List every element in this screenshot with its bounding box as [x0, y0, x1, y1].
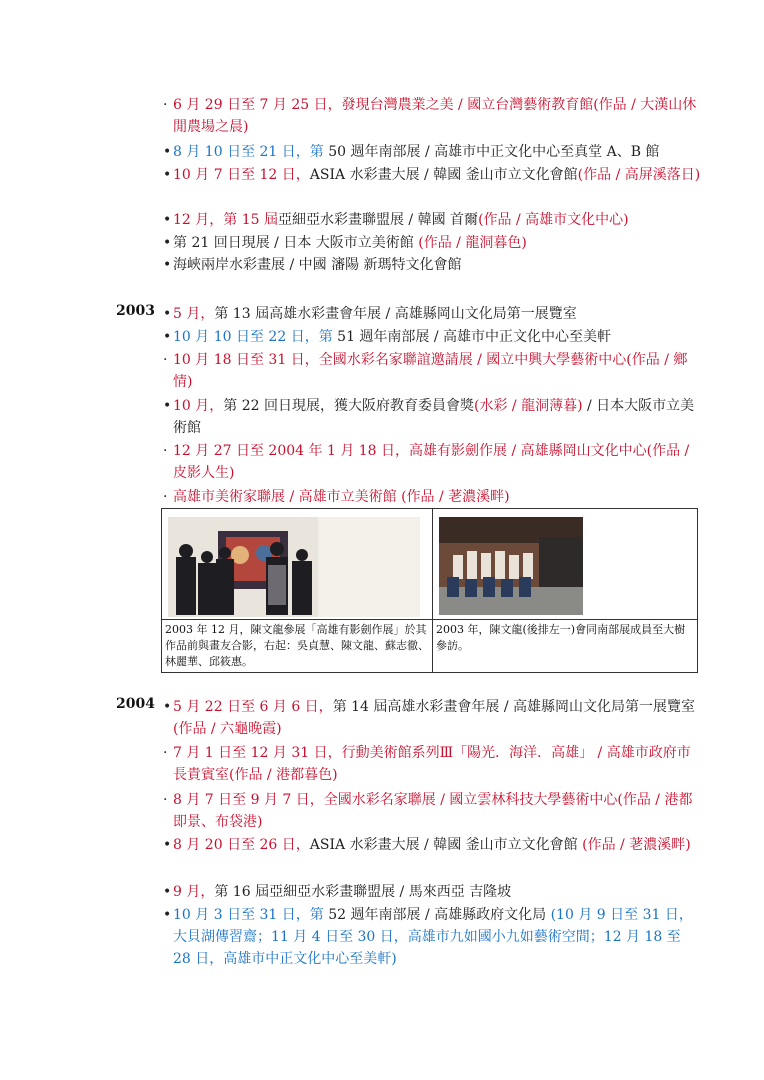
entry-segment: 7 月 1 日至 12 月 31 日，行動美術館系列Ⅲ「陽光．海洋．高雄」 / 高雄市政府市長貴賓室(作品 / 港都暮色) [173, 745, 691, 783]
bullet-marker: · [163, 443, 168, 459]
entry-text [173, 209, 703, 231]
photo-cell-left [162, 509, 433, 620]
timeline-entry [163, 696, 703, 740]
bullet-marker: · [163, 745, 168, 761]
entry-segment: 6 月 29 日至 7 月 25 日，發現台灣農業之美 / 國立台灣藝術教育館(作品 / 大漢山休閒農場之晨) [173, 97, 697, 135]
bullet-marker: • [163, 235, 172, 251]
entry-text [173, 94, 703, 138]
entry-segment: (作品 / 龍洞暮色) [418, 235, 527, 251]
entry-text [173, 440, 703, 484]
entry-segment: 高雄市美術家聯展 / 高雄市立美術館 (作品 / 荖濃溪畔) [173, 489, 510, 505]
group-photo-gallery [168, 517, 420, 617]
entry-segment: (10 月 9 日至 31 日，大貝湖傳習齋；11 月 4 日至 30 日，高雄市九如國小九如藝術空間；12 月 18 至 28 日，高雄市中正文化中心至美軒) [173, 907, 693, 967]
entry-segment: 12 月 27 日至 2004 年 1 月 18 日，高雄有影劍作展 / 高雄縣岡山文化中心(作品 / 皮影人生) [173, 443, 690, 481]
timeline-entry [163, 326, 703, 348]
entry-text [173, 141, 703, 163]
bullet-marker: · [163, 97, 168, 113]
entry-segment: 第 16 屆亞細亞水彩畫聯盟展 / 馬來西亞 吉隆坡 [214, 884, 512, 900]
bullet-marker: • [163, 257, 172, 273]
entry-text [173, 742, 703, 786]
entry-text [173, 303, 703, 325]
timeline-entry [163, 94, 703, 138]
entry-segment: 10 月 18 日至 31 日，全國水彩名家聯誼邀請展 / 國立中興大學藝術中心(作品 / 鄉情) [173, 352, 688, 390]
entry-segment: 亞細亞水彩畫聯盟展 / 韓國 首爾 [277, 212, 479, 228]
timeline-entry [163, 232, 703, 254]
caption-cell-right [433, 620, 698, 673]
bullet-marker: · [163, 792, 168, 808]
photo-caption-left: 2003 年 12 月，陳文龍參展「高雄有影劍作展」於其作品前與畫友合影，右起：吳貞慧、陳文龍、蘇志徹、林麗華、邱筱惠。 [165, 623, 429, 668]
timeline-entry [163, 141, 703, 163]
entry-text [173, 254, 703, 276]
timeline-entry [163, 904, 703, 970]
bullet-marker: • [163, 212, 172, 228]
entry-segment: 5 月 22 日至 6 月 6 日， [173, 699, 333, 715]
entry-segment: ASIA 水彩畫大展 / 韓國 釜山市立文化會館 [309, 167, 578, 183]
entry-segment: 10 月 7 日至 12 日， [173, 167, 310, 183]
photo-caption-right: 2003 年，陳文龍(後排左一)會同南部展成員至大樹參訪。 [436, 623, 686, 652]
timeline-entry [163, 164, 703, 186]
entry-segment: 9 月， [173, 884, 215, 900]
entry-segment: 10 月， [173, 398, 224, 414]
bullet-marker: • [163, 144, 172, 160]
bullet-marker: • [163, 884, 172, 900]
bullet-marker: · [163, 352, 168, 368]
entry-segment: ASIA 水彩畫大展 / 韓國 釜山市立文化會館 [309, 837, 583, 853]
entry-text [173, 834, 703, 856]
timeline-entry [163, 303, 703, 325]
timeline-entry [163, 834, 703, 856]
entry-text [173, 349, 703, 393]
entry-segment: / 日本大阪市立美術館 [173, 398, 695, 436]
photo-cell-right [433, 509, 698, 620]
entry-segment: 8 月 7 日至 9 月 7 日，全國水彩名家聯展 / 國立雲林科技大學藝術中心(作品 / 港都即景、布袋港) [173, 792, 693, 830]
year-2004: 2004 [116, 696, 155, 712]
entry-segment: 第 13 屆高雄水彩畫會年展 / 高雄縣岡山文化局第一展覽室 [214, 306, 577, 322]
entry-segment: (作品 / 荖濃溪畔) [582, 837, 691, 853]
bullet-marker: • [163, 329, 172, 345]
timeline-entry [163, 742, 703, 786]
timeline-entry [163, 254, 703, 276]
entry-text [173, 164, 703, 186]
timeline-entry [163, 209, 703, 231]
entry-segment: 第 14 屆高雄水彩畫會年展 / 高雄縣岡山文化局第一展覽室 [332, 699, 696, 715]
timeline-entry [163, 486, 703, 508]
entry-text [173, 395, 703, 439]
bullet-marker: • [163, 699, 172, 715]
caption-cell-left [162, 620, 433, 673]
entry-segment: 10 月 10 日至 22 日，第 [173, 329, 338, 345]
entry-text [173, 326, 703, 348]
year-2003: 2003 [116, 303, 155, 319]
entry-text [173, 904, 703, 970]
bullet-marker: • [163, 837, 172, 853]
entry-segment: 第 22 回日現展，獲大阪府教育委員會獎 [223, 398, 474, 414]
entry-segment: (水彩 / 龍洞薄暮) [473, 398, 583, 414]
timeline-entry [163, 349, 703, 393]
entry-segment: (作品 / 高屏溪落日) [577, 167, 701, 183]
timeline-entry [163, 881, 703, 903]
entry-segment: 10 月 3 日至 31 日，第 [173, 907, 329, 923]
bullet-marker: • [163, 398, 172, 414]
entry-segment: (作品 / 高雄市文化中心) [478, 212, 629, 228]
bullet-marker: • [163, 167, 172, 183]
bullet-marker: • [163, 907, 172, 923]
entry-segment: 8 月 20 日至 26 日， [173, 837, 310, 853]
timeline-entry [163, 789, 703, 833]
entry-segment: 52 週年南部展 / 高雄縣政府文化局 [328, 907, 551, 923]
entry-segment: 12 月，第 15 屆 [173, 212, 278, 228]
entry-segment: 8 月 10 日至 21 日，第 [173, 144, 329, 160]
bullet-marker: · [163, 489, 168, 505]
entry-segment: 海峽兩岸水彩畫展 / 中國 瀋陽 新瑪特文化會館 [173, 257, 462, 273]
entry-text [173, 232, 703, 254]
entry-segment: 51 週年南部展 / 高雄市中正文化中心至美軒 [337, 329, 612, 345]
entry-text [173, 789, 703, 833]
entry-segment: 第 21 回日現展 / 日本 大阪市立美術館 [173, 235, 419, 251]
entry-text [173, 696, 703, 740]
timeline-entry [163, 440, 703, 484]
timeline-entry [163, 395, 703, 439]
group-photo-outdoor [439, 517, 583, 615]
entry-segment: 50 週年南部展 / 高雄市中正文化中心至真堂 A、B 館 [328, 144, 660, 160]
entry-segment: 5 月， [173, 306, 215, 322]
entry-text [173, 486, 703, 508]
entry-text [173, 881, 703, 903]
entry-segment: (作品 / 六龜晚霞) [173, 721, 282, 737]
bullet-marker: • [163, 306, 172, 322]
photo-table [161, 508, 698, 673]
